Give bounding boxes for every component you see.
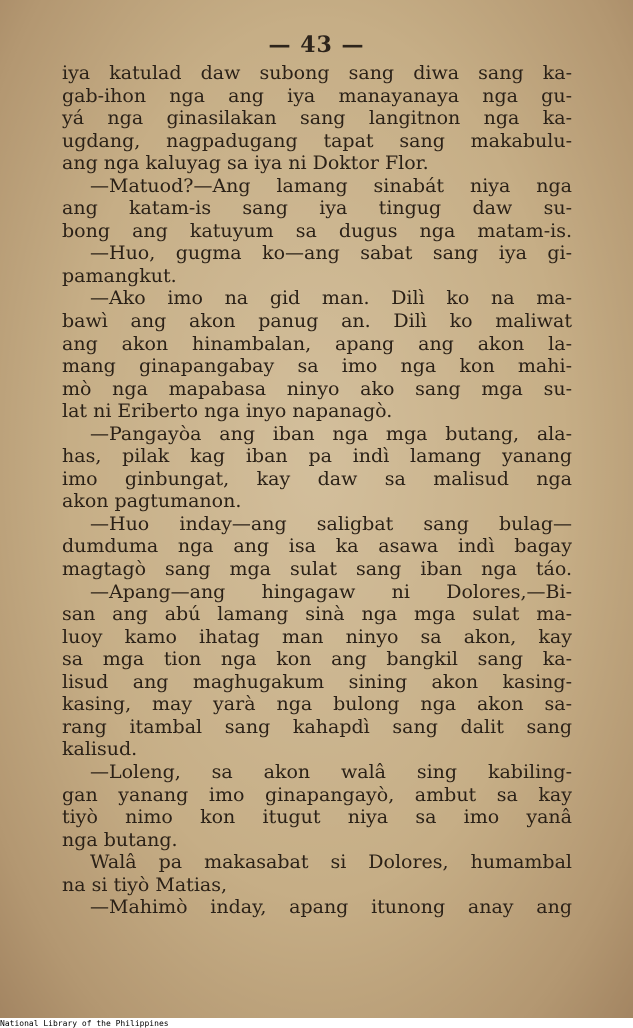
text-line: kasing, may yarà nga bulong nga akon sa- [62, 693, 572, 716]
text-line: ang akon hinambalan, apang ang akon la- [62, 332, 572, 355]
text-line: ang nga kaluyag sa iya ni Doktor Flor. [62, 152, 429, 175]
body-text [62, 62, 572, 919]
text-line: —Ako imo na gid man. Dilì ko na ma- [90, 287, 572, 310]
text-line: —Apang—ang hingagaw ni Dolores,—Bi- [90, 580, 572, 603]
text-line: bawì ang akon panug an. Dilì ko maliwat [62, 310, 572, 333]
library-credit: National Library of the Philippines [0, 1019, 169, 1028]
text-line: —Huo inday—ang saligbat sang bulag— [90, 512, 572, 535]
text-line: mang ginapangabay sa imo nga kon mahi- [62, 355, 572, 378]
text-line: pamangkut. [62, 264, 177, 287]
text-line: rang itambal sang kahapdì sang dalit sang [62, 715, 572, 738]
text-line: tiyò nimo kon itugut niya sa imo yanâ [62, 806, 572, 829]
text-line: dumduma nga ang isa ka asawa indì bagay [62, 535, 572, 558]
text-line: Walâ pa makasabat si Dolores, humambal [90, 851, 572, 874]
text-line: akon pagtumanon. [62, 490, 242, 513]
text-line: has, pilak kag iban pa indì lamang yanang [62, 445, 572, 468]
text-line: lisud ang maghugakum sining akon kasing- [62, 670, 572, 693]
text-line: —Matuod?—Ang lamang sinabát niya nga [90, 174, 572, 197]
text-line: na si tiyò Matias, [62, 873, 228, 896]
text-line: ugdang, nagpadugang tapat sang makabulu- [62, 129, 572, 152]
text-line: —Pangayòa ang iban nga mga butang, ala- [90, 422, 572, 445]
text-line: nga butang. [62, 828, 178, 851]
text-line: bong ang katuyum sa dugus nga matam-is. [62, 219, 572, 242]
text-line: lat ni Eriberto nga inyo napanagò. [62, 400, 393, 423]
text-line: kalisud. [62, 738, 138, 761]
page-number: — 43 — [268, 32, 365, 58]
text-line: —Huo, gugma ko—ang sabat sang iya gi- [90, 242, 572, 265]
text-line: gan yanang imo ginapangayò, ambut sa kay [62, 783, 572, 806]
text-line: mò nga mapabasa ninyo ako sang mga su- [62, 377, 572, 400]
text-line: luoy kamo ihatag man ninyo sa akon, kay [62, 625, 572, 648]
text-line: imo ginbungat, kay daw sa malisud nga [62, 467, 572, 490]
text-line: magtagò sang mga sulat sang iban nga táo. [62, 558, 572, 581]
text-line: ang katam-is sang iya tingug daw su- [62, 197, 572, 220]
text-line: sa mga tion nga kon ang bangkil sang ka- [62, 648, 572, 671]
text-line: san ang abú lamang sinà nga mga sulat ma- [62, 603, 572, 626]
text-line: —Mahimò inday, apang itunong anay ang [90, 896, 572, 919]
text-line: iya katulad daw subong sang diwa sang ka- [62, 62, 572, 84]
text-line: —Loleng, sa akon walâ sing kabiling- [90, 760, 572, 783]
text-line: yá nga ginasilakan sang langitnon nga ka- [62, 107, 572, 130]
text-line: gab-ihon nga ang iya manayanaya nga gu- [62, 84, 572, 107]
